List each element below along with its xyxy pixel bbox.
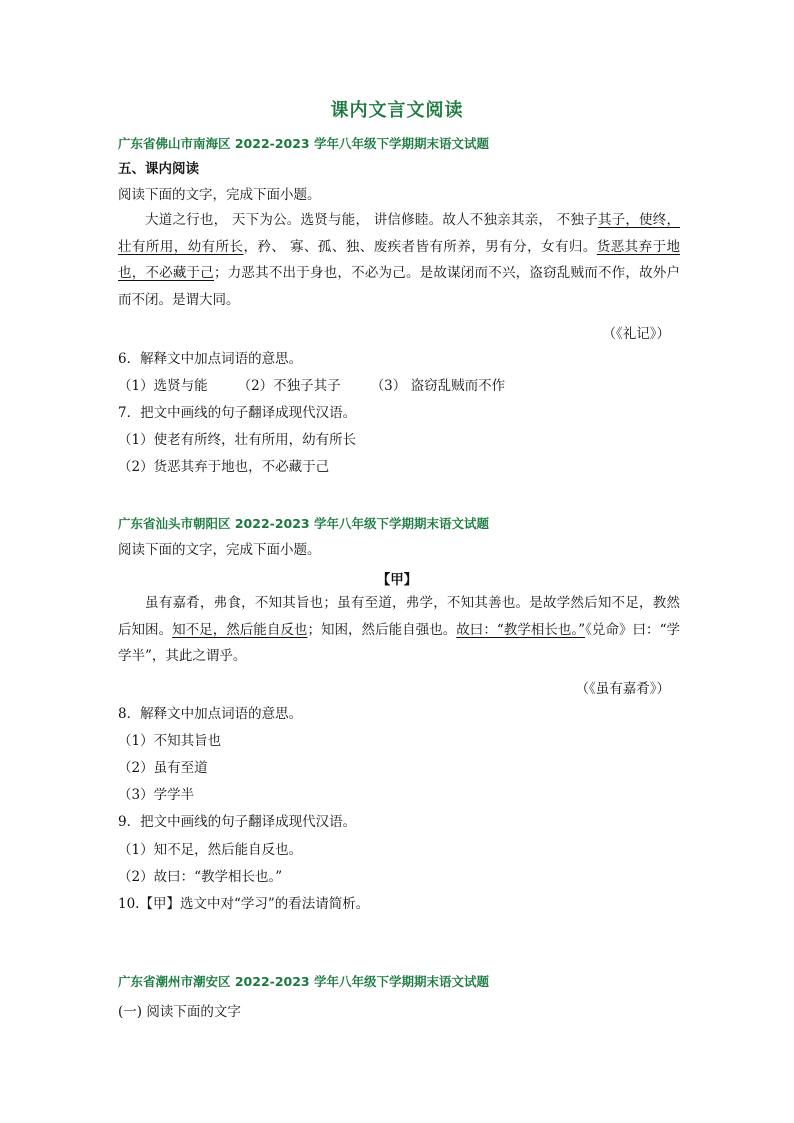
question-10: 10.【甲】选文中对“学习”的看法请简析。 <box>118 896 370 912</box>
passage-liji <box>118 207 680 313</box>
citation: （《虽有嘉肴》） <box>575 681 670 697</box>
section-source-chaozhou: 广东省潮州市潮安区 2022-2023 学年八年级下学期期末语文试题 <box>118 974 489 989</box>
citation: （《礼记》） <box>602 326 670 342</box>
section-heading: 五、课内阅读 <box>118 161 199 177</box>
q6-item-1: （1）选贤与能 <box>118 378 208 394</box>
question-8: 8．解释文中加点词语的意思。 <box>118 706 303 722</box>
section-source-shantou: 广东省汕头市朝阳区 2022-2023 学年八年级下学期期末语文试题 <box>118 516 489 531</box>
passage-label: 【甲】 <box>376 572 418 588</box>
passage-text: 大道之行也， 天下为公。选贤与能， 讲信修睦。故人不独亲其亲， 不独子 <box>145 212 598 228</box>
passage-text: 《兑命》曰：“学学半”，其此之谓乎。 <box>118 621 681 664</box>
q8-item-2: （2）虽有至道 <box>118 760 208 776</box>
q9-item-2: （2）故曰：“教学相长也。” <box>118 869 283 885</box>
passage-text: ，矜、 寡、孤、独、废疾者皆有所养，男有分，女有归。 <box>243 238 597 255</box>
page-title: 课内文言文阅读 <box>330 100 464 121</box>
q7-item-2: （2）货恶其弃于地也，不必藏于己 <box>118 459 330 475</box>
section-3-line-1: (一) 阅读下面的文字 <box>118 1004 241 1020</box>
q6-item-2: （2）不独子其子 <box>237 378 341 394</box>
question-9: 9．把文中画线的句子翻译成现代汉语。 <box>118 814 357 830</box>
question-6: 6．解释文中加点词语的意思。 <box>118 351 303 367</box>
q6-item-3: （3） 盗窃乱贼而不作 <box>370 378 506 394</box>
instruction: 阅读下面的文字，完成下面小题。 <box>118 542 321 558</box>
passage-text: ；知困，然后能自强也。 <box>307 621 457 638</box>
question-7: 7．把文中画线的句子翻译成现代汉语。 <box>118 405 357 421</box>
passage-text: ；力恶其不出于身也，不必为己。是故谋闭而不兴，盗窃乱贼而不作，故外户而不闭。是谓大同。 <box>118 265 681 308</box>
passage-text: 虽有嘉肴，弗食，不知其旨也；虽有至道，弗学，不知其善也。是故学然后知不足，教然后知困。 <box>118 595 680 638</box>
underlined-sentence-2: 货恶其弃于地也，不必藏于己 <box>118 238 681 281</box>
q9-item-1: （1）知不足，然后能自反也。 <box>118 842 303 858</box>
underlined-sentence-1: 其子，使终，壮有所用，幼有所长 <box>118 212 681 255</box>
underlined-sentence-2: 故曰：“教学相长也。” <box>456 621 586 638</box>
underlined-sentence-1: 知不足，然后能自反也 <box>172 621 308 638</box>
passage-jiayao <box>118 590 680 670</box>
q8-item-1: （1）不知其旨也 <box>118 733 222 749</box>
section-source-foshan: 广东省佛山市南海区 2022-2023 学年八年级下学期期末语文试题 <box>118 136 489 151</box>
q7-item-1: （1）使老有所终，壮有所用，幼有所长 <box>118 432 357 448</box>
q8-item-3: （3）学学半 <box>118 787 195 803</box>
instruction: 阅读下面的文字，完成下面小题。 <box>118 187 321 203</box>
question-6-items <box>118 377 505 395</box>
